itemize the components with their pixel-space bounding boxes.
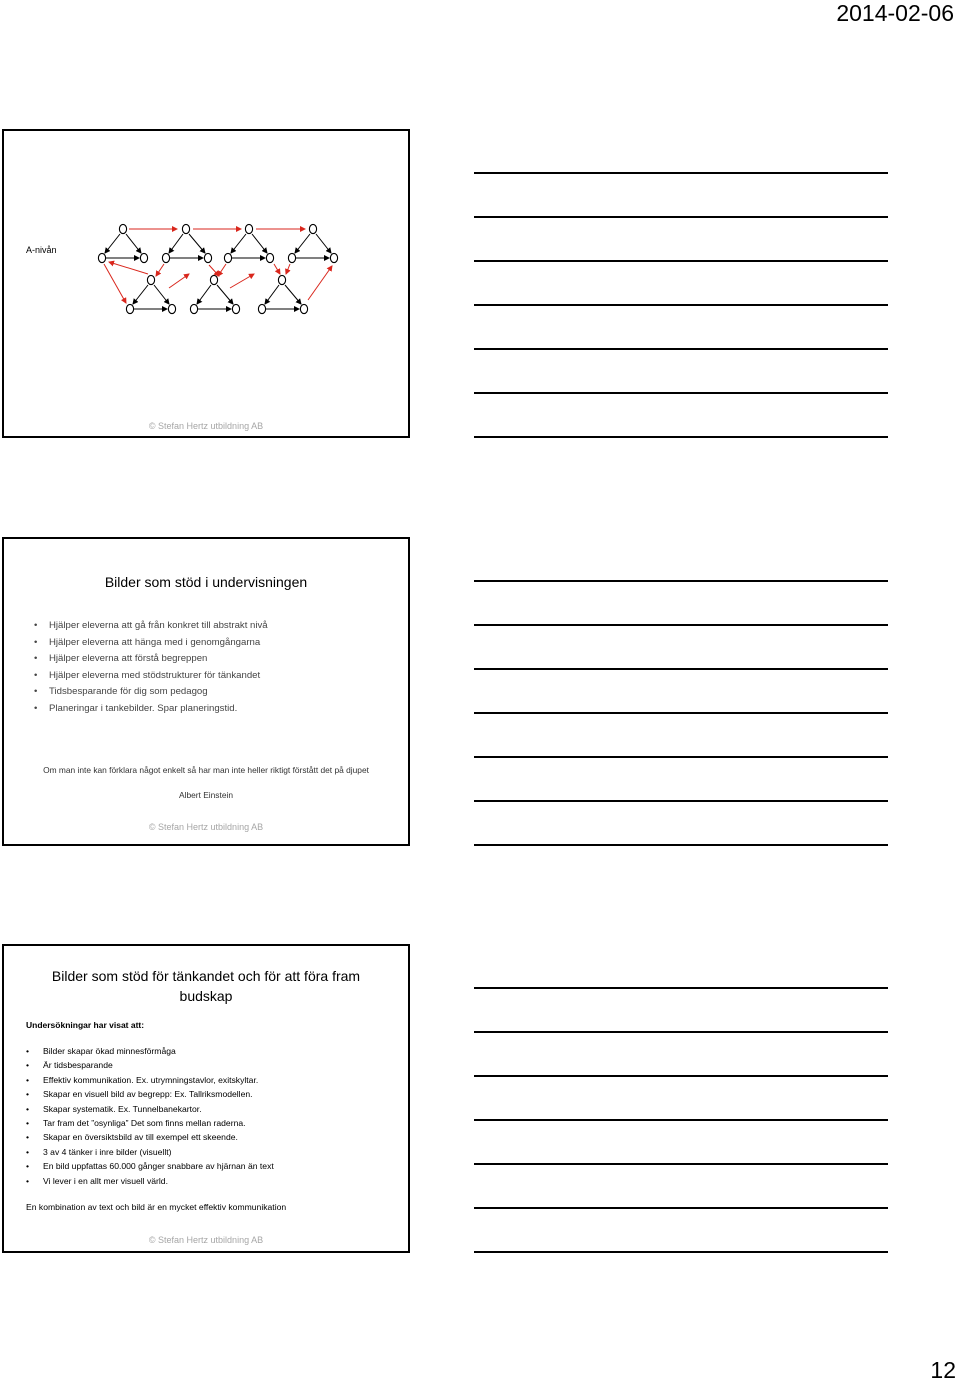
list-item: • Tidsbesparande för dig som pedagog (34, 684, 268, 701)
note-line (474, 216, 888, 218)
note-line (474, 800, 888, 802)
list-item: • Bilder skapar ökad minnesförmåga (26, 1044, 274, 1058)
note-line (474, 987, 888, 989)
slide-2 (2, 537, 410, 846)
slide-3 (2, 944, 410, 1253)
list-item: • Vi lever i en allt mer visuell värld. (26, 1174, 274, 1188)
slide-3-bullet-list (26, 1044, 274, 1188)
list-item: • Effektiv kommunikation. Ex. utrymningstavlor, exitskyltar. (26, 1073, 274, 1087)
slide-3-conclusion: En kombination av text och bild är en mycket effektiv kommunikation (26, 1202, 287, 1212)
list-item: • Skapar en visuell bild av begrepp: Ex. Tallriksmodellen. (26, 1087, 274, 1101)
quote-author: Albert Einstein (179, 790, 233, 800)
note-line (474, 1251, 888, 1253)
slide-1 (2, 129, 410, 438)
list-item: • Tar fram det ”osynliga” Det som finns mellan raderna. (26, 1116, 274, 1130)
note-line (474, 756, 888, 758)
list-item: • Skapar systematik. Ex. Tunnelbanekartor. (26, 1102, 274, 1116)
list-item: • Planeringar i tankebilder. Spar planeringstid. (34, 701, 268, 718)
note-line (474, 392, 888, 394)
note-line (474, 304, 888, 306)
list-item: • Är tidsbesparande (26, 1058, 274, 1072)
note-line (474, 624, 888, 626)
slide-2-bullet-list (34, 618, 268, 718)
einstein-quote: Om man inte kan förklara något enkelt så har man inte heller riktigt förstått det på djupet (43, 765, 369, 775)
list-item: • Hjälper eleverna att gå från konkret till abstrakt nivå (34, 618, 268, 635)
slide-1-footer: © Stefan Hertz utbildning AB (148, 421, 264, 431)
list-item: • En bild uppfattas 60.000 gånger snabbare av hjärnan än text (26, 1159, 274, 1173)
slide-2-title: Bilder som stöd i undervisningen (104, 574, 308, 590)
note-line (474, 580, 888, 582)
slide-1-label: A-nivån (26, 245, 57, 255)
note-line (474, 1075, 888, 1077)
triangle-diagram (94, 216, 344, 316)
list-item: • Hjälper eleverna att hänga med i genomgångarna (34, 635, 268, 652)
list-item: • Hjälper eleverna med stödstrukturer för tänkandet (34, 668, 268, 685)
note-line (474, 668, 888, 670)
slide-2-footer: © Stefan Hertz utbildning AB (148, 822, 264, 832)
list-item: • Hjälper eleverna att förstå begreppen (34, 651, 268, 668)
list-item: • Skapar en översiktsbild av till exempel ett skeende. (26, 1130, 274, 1144)
note-line (474, 1207, 888, 1209)
page-number: 12 (930, 1357, 956, 1383)
note-line (474, 436, 888, 438)
note-line (474, 260, 888, 262)
slide-3-subtitle: Undersökningar har visat att: (26, 1020, 145, 1030)
note-line (474, 1031, 888, 1033)
note-line (474, 712, 888, 714)
note-line (474, 1119, 888, 1121)
slide-3-title: Bilder som stöd för tänkandet och för att föra fram budskap (51, 968, 361, 1004)
list-item: • 3 av 4 tänker i inre bilder (visuellt) (26, 1145, 274, 1159)
slide-3-footer: © Stefan Hertz utbildning AB (148, 1235, 264, 1245)
note-line (474, 172, 888, 174)
page-date: 2014-02-06 (836, 0, 954, 26)
note-line (474, 844, 888, 846)
note-line (474, 348, 888, 350)
note-line (474, 1163, 888, 1165)
